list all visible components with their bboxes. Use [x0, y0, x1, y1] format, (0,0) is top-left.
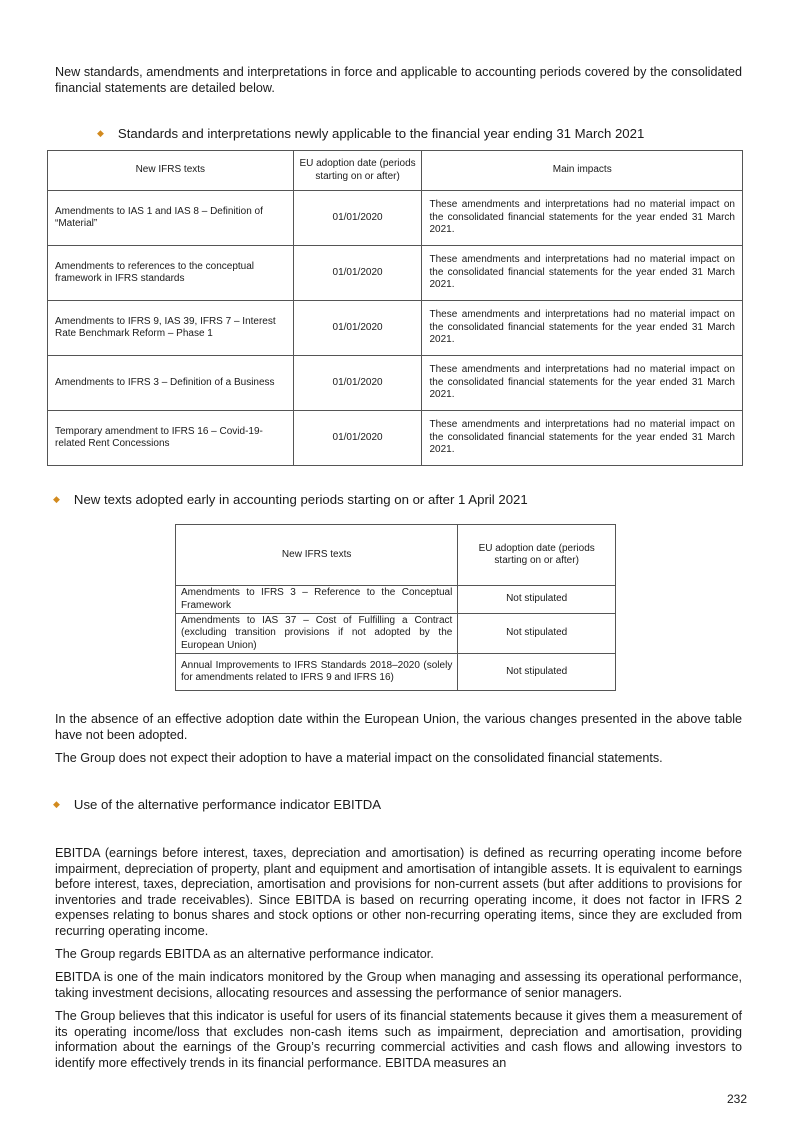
date-cell: 01/01/2020: [293, 246, 422, 301]
page-number: 232: [726, 1092, 747, 1106]
text-cell: Amendments to references to the conceptual framework in IFRS standards: [48, 246, 294, 301]
text-cell: Amendments to IAS 1 and IAS 8 – Definition of “Material”: [48, 191, 294, 246]
table-row: [176, 586, 616, 614]
table-row: [48, 301, 743, 356]
section-heading-standards: [97, 126, 644, 141]
text-cell: Temporary amendment to IFRS 16 – Covid-19-related Rent Concessions: [48, 411, 294, 466]
impact-cell: These amendments and interpretations had no material impact on the consolidated financial statements for the year ended 31 March 2021.: [422, 191, 743, 246]
standards-table: [47, 150, 743, 466]
date-cell: Not stipulated: [458, 614, 616, 654]
table-header-row: [48, 151, 743, 191]
date-cell: 01/01/2020: [293, 301, 422, 356]
text-cell: Amendments to IFRS 3 – Definition of a Business: [48, 356, 294, 411]
section-heading-early-adoption: [53, 492, 528, 507]
table-row: [48, 191, 743, 246]
table-row: [176, 614, 616, 654]
diamond-bullet-icon: ◆: [53, 799, 60, 809]
impact-cell: These amendments and interpretations had no material impact on the consolidated financial statements for the year ended 31 March 2021.: [422, 411, 743, 466]
date-cell: 01/01/2020: [293, 191, 422, 246]
text-cell: Amendments to IFRS 9, IAS 39, IFRS 7 – Interest Rate Benchmark Reform – Phase 1: [48, 301, 294, 356]
intro-paragraph: New standards, amendments and interpretations in force and applicable to accounting periods covered by the consolidated financial statements are detailed below.: [55, 65, 742, 95]
table-row: [48, 356, 743, 411]
section-heading-ebitda: [53, 797, 381, 812]
section-heading-text: Use of the alternative performance indicator EBITDA: [73, 797, 382, 812]
ebitda-usage-paragraph: EBITDA is one of the main indicators monitored by the Group when managing and assessing its operational performance, taking investment decisions, allocating resources and assessing the performance of senior managers.: [55, 970, 742, 1000]
early-adoption-table: [175, 524, 616, 691]
section-heading-text: Standards and interpretations newly applicable to the financial year ending 31 March 2021: [117, 126, 645, 141]
ebitda-definition-paragraph: EBITDA (earnings before interest, taxes, depreciation and amortisation) is defined as recurring operating income before impairment, depreciation of property, plant and equipment and amortisation of intangible assets. It is equivalent to earnings before interest, taxes, depreciation, amortisation and provisions for non-current assets (but after additions to provisions for inventories and trade receivables). Since EBITDA is based on recurring operating income, it does not factor in IFRS 2 expenses relating to bonus shares and stock options or other non-recurring operating items, since they are excluded from recurring operating income.: [55, 846, 742, 938]
date-cell: 01/01/2020: [293, 356, 422, 411]
col-header: Main impacts: [422, 151, 743, 191]
date-cell: 01/01/2020: [293, 411, 422, 466]
table-row: [48, 246, 743, 301]
impact-cell: These amendments and interpretations had no material impact on the consolidated financial statements for the year ended 31 March 2021.: [422, 356, 743, 411]
expect-paragraph: The Group does not expect their adoption to have a material impact on the consolidated financial statements.: [55, 751, 663, 765]
absence-paragraph: In the absence of an effective adoption date within the European Union, the various changes presented in the above table have not been adopted.: [55, 712, 742, 742]
date-cell: Not stipulated: [458, 586, 616, 614]
col-header: New IFRS texts: [48, 151, 294, 191]
date-cell: Not stipulated: [458, 654, 616, 691]
ebitda-usefulness-paragraph: The Group believes that this indicator is useful for users of its financial statements because it gives them a measurement of its operating income/loss that excludes non-cash items such as impairment, depreciation and amortisation, providing information about the earnings of the Group’s recurring commercial activities and cash flows and allowing investors to identify more effectively trends in its financial performance. EBITDA measures an: [55, 1009, 742, 1070]
diamond-bullet-icon: ◆: [97, 128, 104, 138]
section-heading-text: New texts adopted early in accounting periods starting on or after 1 April 2021: [73, 492, 528, 507]
table-header-row: [176, 525, 616, 586]
table-row: [48, 411, 743, 466]
impact-cell: These amendments and interpretations had no material impact on the consolidated financial statements for the year ended 31 March 2021.: [422, 301, 743, 356]
col-header: New IFRS texts: [176, 525, 458, 586]
diamond-bullet-icon: ◆: [53, 494, 60, 504]
ebitda-indicator-paragraph: The Group regards EBITDA as an alternative performance indicator.: [55, 947, 434, 961]
text-cell: Annual Improvements to IFRS Standards 2018–2020 (solely for amendments related to IFRS 9 and IFRS 16): [176, 654, 458, 691]
impact-cell: These amendments and interpretations had no material impact on the consolidated financial statements for the year ended 31 March 2021.: [422, 246, 743, 301]
text-cell: Amendments to IAS 37 – Cost of Fulfilling a Contract (excluding transition provisions if not adopted by the European Union): [176, 614, 458, 654]
table-row: [176, 654, 616, 691]
col-header: EU adoption date (periods starting on or after): [293, 151, 422, 191]
col-header: EU adoption date (periods starting on or after): [458, 525, 616, 586]
text-cell: Amendments to IFRS 3 – Reference to the Conceptual Framework: [176, 586, 458, 614]
